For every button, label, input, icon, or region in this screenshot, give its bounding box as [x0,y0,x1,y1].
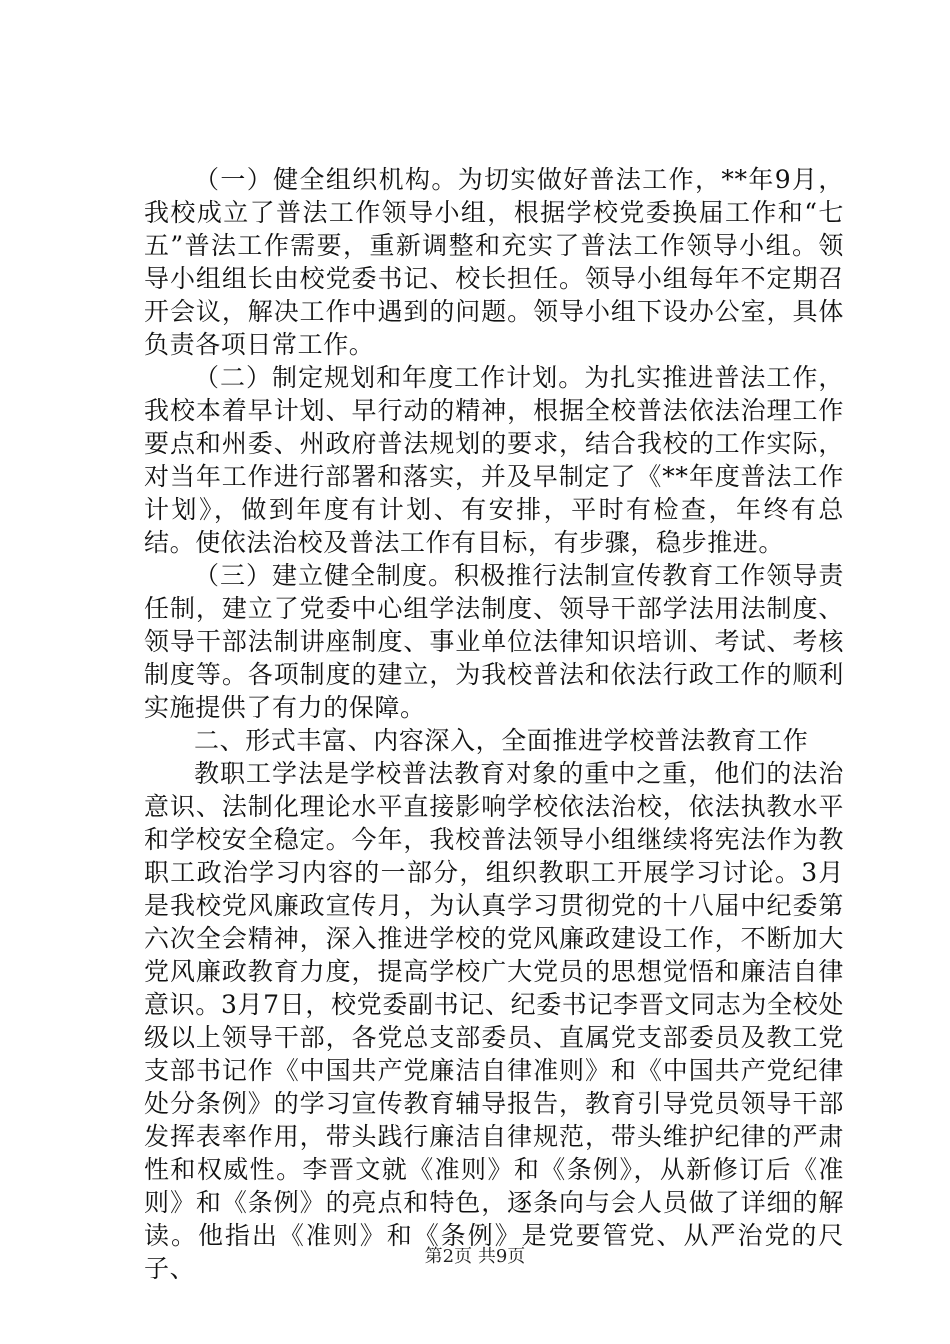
paragraph-organization: （一）健全组织机构。为切实做好普法工作，**年9月，我校成立了普法工作领导小组，根据学校党委换届工作和“七五”普法工作需要，重新调整和充实了普法工作领导小组。领导小组组长由校党委书记、校长担任。领导小组每年不定期召开会议，解决工作中遇到的问题。领导小组下设办公室，具体负责各项日常工作。 [144,165,844,359]
document-body [144,163,844,1285]
paragraph-staff-study: 教职工学法是学校普法教育对象的重中之重，他们的法治意识、法制化理论水平直接影响学校依法治校，依法执教水平和学校安全稳定。今年，我校普法领导小组继续将宪法作为教职工政治学习内容的一部分，组织教职工开展学习讨论。3月是我校党风廉政宣传月，为认真学习贯彻党的十八届中纪委第六次全会精神，深入推进学校的党风廉政建设工作，不断加大党风廉政教育力度，提高学校广大党员的思想觉悟和廉洁自律意识。3月7日，校党委副书记、纪委书记李晋文同志为全校处级以上领导干部，各党总支部委员、直属党支部委员及教工党支部书记作《中国共产党廉洁自律准则》和《中国共产党纪律处分条例》的学习宣传教育辅导报告，教育引导党员领导干部发挥表率作用，带头践行廉洁自律规范，带头维护纪律的严肃性和权威性。李晋文就《准则》和《条例》，从新修订后《准则》和《条例》的亮点和特色，逐条向与会人员做了详细的解读。他指出《准则》和《条例》是党要管党、从严治党的尺子、 [144,759,844,1283]
paragraph-planning: （二）制定规划和年度工作计划。为扎实推进普法工作，我校本着早计划、早行动的精神，根据全校普法依法治理工作要点和州委、州政府普法规划的要求，结合我校的工作实际，对当年工作进行部署和落实，并及早制定了《**年度普法工作计划》，做到年度有计划、有安排，平时有检查，年终有总结。使依法治校及普法工作有目标，有步骤，稳步推进。 [144,363,844,557]
page-number-footer: 第2页 共9页 [424,1246,526,1267]
paragraph-system: （三）建立健全制度。积极推行法制宣传教育工作领导责任制，建立了党委中心组学法制度、领导干部学法用法制度、领导干部法制讲座制度、事业单位法律知识培训、考试、考核制度等。各项制度的建立，为我校普法和依法行政工作的顺利实施提供了有力的保障。 [144,561,844,722]
section-heading-two: 二、形式丰富、内容深入，全面推进学校普法教育工作 [194,726,809,755]
